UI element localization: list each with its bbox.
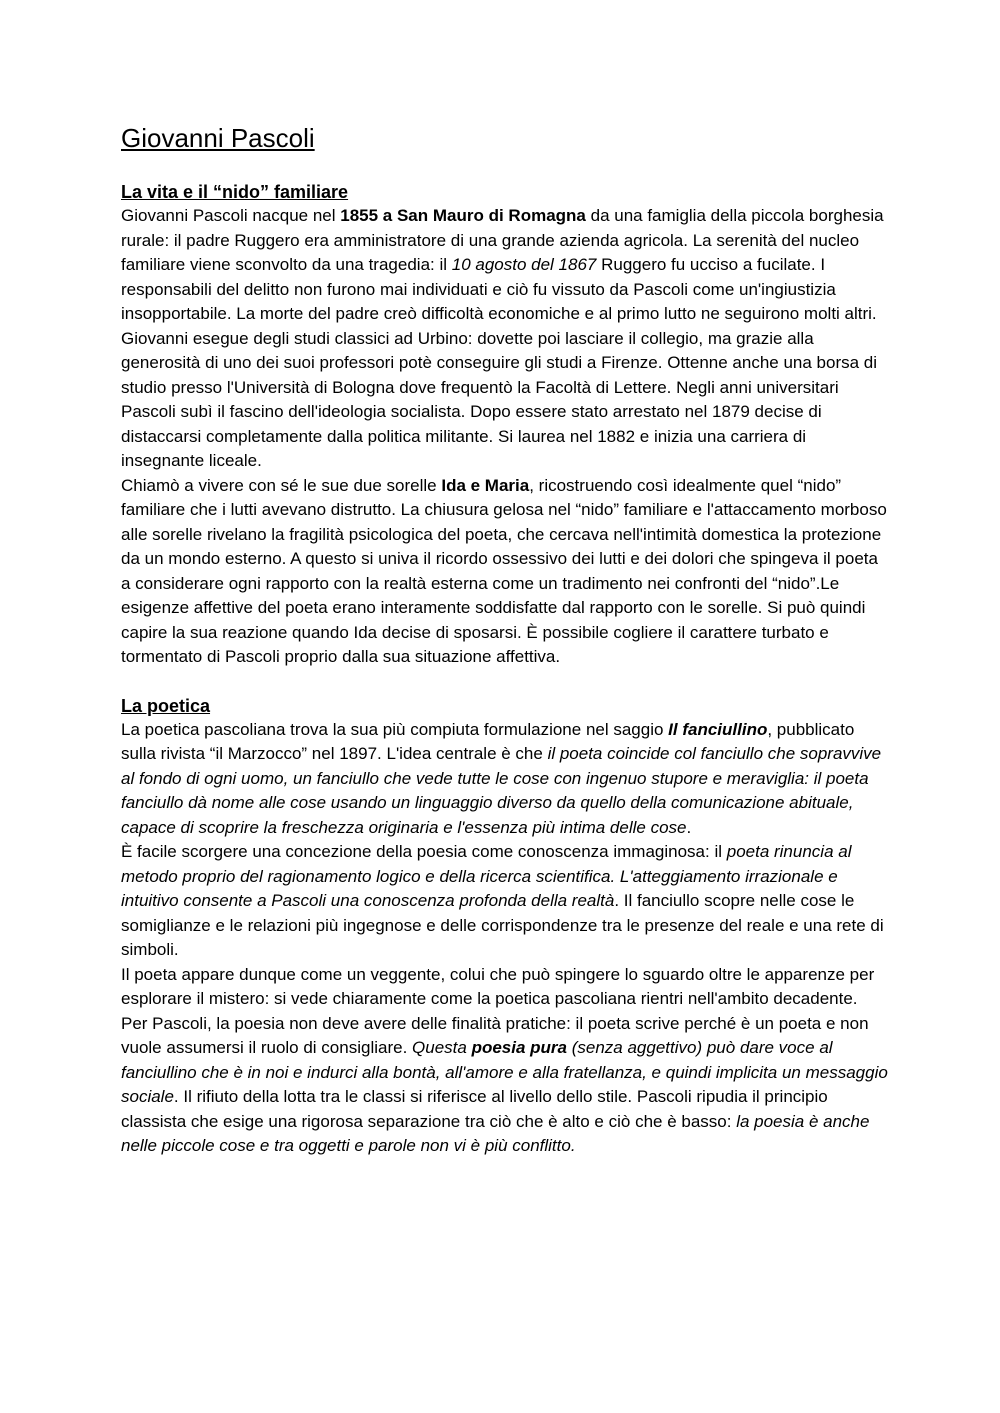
text-segment: Per Pascoli, la poesia non deve avere delle finalità pratiche: il poeta scrive perché è un poeta e non vuole assumersi il ruolo di consigliare.: [121, 1013, 869, 1057]
document-page: [121, 120, 891, 1159]
text-segment: Chiamò a vivere con sé le sue due sorelle: [121, 475, 442, 495]
text-segment: Questa: [412, 1038, 472, 1057]
paragraph: [121, 1012, 891, 1159]
text-segment: Giovanni esegue degli studi classici ad Urbino: dovette poi lasciare il collegio, ma grazie alla generosità di uno dei suoi professori potè conseguire gli studi a Firenze. Ottenne anche una borsa di studio presso l'Università di Bologna dove frequentò la Facoltà di Lettere. Negli anni universitari Pascoli subì il fascino dell'ideologia socialista. Dopo essere stato arrestato nel 1879 decise di distaccarsi completamente dalla politica militante. Si laurea nel 1882 e inizia una carriera di insegnante liceale.: [121, 328, 878, 470]
paragraph: [121, 718, 891, 841]
text-segment: . Il rifiuto della lotta tra le classi si riferisce al livello dello stile. Pascoli ripudia il principio classista che esige una rigorosa separazione tra ciò che è alto e ciò che è basso:: [121, 1087, 828, 1131]
text-segment: Il poeta appare dunque come un veggente, colui che può spingere lo sguardo oltre le apparenze per esplorare il mistero: si vede chiaramente come la poetica pascoliana rientri nell'ambito decadente.: [121, 964, 875, 1008]
section-body: [121, 718, 891, 1159]
text-segment: , pubblicato sulla rivista “il Marzocco” nel 1897. L'idea centrale è che: [121, 719, 855, 763]
text-segment: La poetica pascoliana trova la sua più compiuta formulazione nel saggio: [121, 719, 669, 739]
paragraph: [121, 840, 891, 963]
text-segment: , ricostruendo così idealmente quel “nido” familiare che i lutti avevano distrutto. La chiusura gelosa nel “nido” familiare e l'attaccamento morboso alle sorelle rivelano la fragilità psicologica del poeta, che cercava nell'intimità domestica la protezione da un mondo esterno. A questo si univa il ricordo ossessivo dei lutti e dei dolori che spingeva il poeta a considerare ogni rapporto con la realtà esterna come un tradimento nei confronti del “nido”.Le esigenze affettive del poeta erano interamente soddisfatte dal rapporto con le sorelle. Si può quindi capire la sua reazione quando Ida decise di sposarsi. È possibile cogliere il carattere turbato e tormentato di Pascoli proprio dalla sua situazione affettiva.: [121, 475, 887, 666]
text-segment: Ida e Maria: [441, 475, 530, 495]
section-heading: La vita e il “nido” familiare: [121, 182, 349, 202]
section-body: [121, 204, 891, 670]
paragraph: [121, 204, 891, 327]
text-segment: . Il fanciullo scopre nelle cose le somiglianze e le relazioni più ingegnose e delle corrispondenze tra le presenze del reale e una rete di simboli.: [121, 891, 884, 959]
text-segment: poesia pura: [471, 1038, 567, 1057]
text-segment: il poeta coincide col fanciullo che sopravvive al fondo di ogni uomo, un fanciullo che vede tutte le cose con ingenuo stupore e meraviglia: il poeta fanciullo dà nome alle cose usando un linguaggio diverso da quello della comunicazione abituale, capace di scoprire la freschezza originaria e l'essenza più intima delle cose: [121, 744, 882, 837]
section-vita: [121, 180, 891, 670]
paragraph: [121, 963, 891, 1012]
text-segment: da una famiglia della piccola borghesia rurale: il padre Ruggero era amministratore di una grande azienda agricola. La serenità del nucleo familiare viene sconvolto da una tragedia: il: [121, 206, 884, 274]
paragraph: [121, 327, 891, 474]
text-segment: 1855 a San Mauro di Romagna: [340, 206, 586, 225]
text-segment: È facile scorgere una concezione della poesia come conoscenza immaginosa: il: [121, 842, 727, 861]
section-heading: La poetica: [121, 695, 211, 716]
paragraph: [121, 474, 891, 670]
section-poetica: [121, 694, 891, 1159]
document-title: Giovanni Pascoli: [121, 123, 315, 153]
text-segment: poeta rinuncia al metodo proprio del ragionamento logico e della ricerca scientifica. L'atteggiamento irrazionale e intuitivo consente a Pascoli una conoscenza profonda della realtà: [121, 842, 852, 910]
text-segment: Il fanciullino: [668, 719, 768, 739]
text-segment: la poesia è anche nelle piccole cose e tra oggetti e parole non vi è più conflitto.: [121, 1111, 870, 1155]
text-segment: (senza aggettivo) può dare voce al fanciullino che è in noi e indurci alla bontà, all'amore e alla fratellanza, e quindi implicita un messaggio sociale: [121, 1038, 888, 1106]
text-segment: .: [686, 817, 692, 837]
text-segment: Ruggero fu ucciso a fucilate. I responsabili del delitto non furono mai individuati e ciò fu vissuto da Pascoli come un'ingiustizia insopportabile. La morte del padre creò difficoltà economiche e al primo lutto ne seguirono molti altri.: [121, 255, 877, 323]
text-segment: Giovanni Pascoli nacque nel: [121, 206, 341, 225]
text-segment: 10 agosto del 1867: [451, 255, 597, 274]
